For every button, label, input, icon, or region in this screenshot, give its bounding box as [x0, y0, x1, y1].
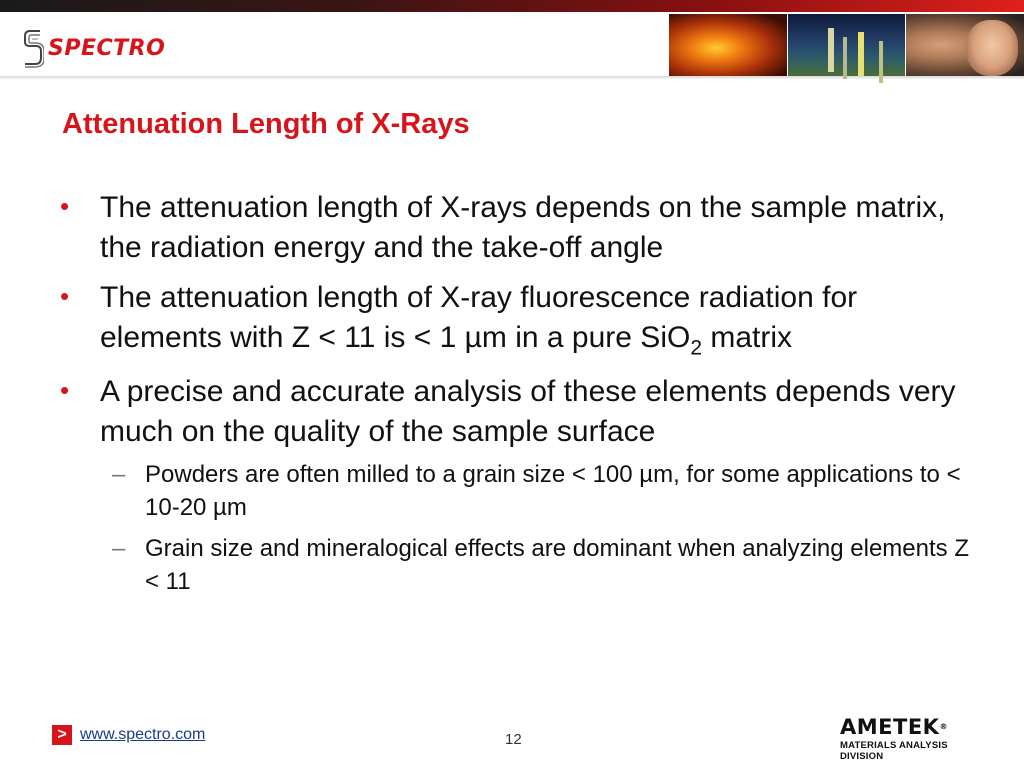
ametek-wordmark: [840, 716, 990, 738]
subscript-text: 2: [690, 336, 703, 360]
industrial-furnace-photo: [668, 14, 787, 76]
bullet-text-line2-tail: matrix: [702, 321, 793, 354]
division-label: MATERIALS ANALYSIS DIVISION: [840, 740, 948, 762]
bullet-text: The attenuation length of X-rays depends on the sample matrix, the radiation energy and the take-off angle: [100, 191, 946, 264]
dash-icon: –: [112, 535, 126, 562]
bullet-item: [56, 278, 986, 358]
bullet-dot-icon: •: [60, 191, 70, 221]
people-portrait-photo: [905, 14, 1024, 76]
header-photo-strip: [668, 14, 1024, 76]
ametek-name-text: AMETEK: [840, 715, 940, 739]
sub-bullet-text: Powders are often milled to a grain size < 100 µm, for some applications to < 10-20 µm: [145, 461, 961, 521]
header-divider: [0, 76, 1024, 79]
bullet-text-line1: The attenuation length of X-ray fluorescence radiation for: [100, 281, 858, 314]
sub-bullet-item: [100, 532, 986, 598]
logo-wordmark: SPECTRO: [48, 35, 166, 61]
bullet-text-line2: [100, 318, 986, 358]
bullet-dot-icon: •: [60, 281, 70, 311]
bullet-item: [56, 372, 986, 598]
website-link[interactable]: www.spectro.com: [80, 726, 206, 743]
spectro-logo: [22, 28, 165, 68]
spectro-logo-icon: [22, 28, 44, 68]
bullet-dot-icon: •: [60, 375, 70, 405]
bullet-text-line2-main: elements with Z < 11 is < 1 µm in a pure SiO: [100, 321, 691, 354]
sub-bullet-list: [100, 458, 986, 598]
bullet-list: [56, 188, 986, 606]
top-accent-bar: [0, 0, 1024, 12]
bullet-item: [56, 188, 986, 268]
refinery-night-photo: [787, 14, 906, 76]
dash-icon: –: [112, 461, 126, 488]
sub-bullet-item: [100, 458, 986, 524]
ametek-logo: [840, 716, 990, 762]
sub-bullet-text: Grain size and mineralogical effects are dominant when analyzing elements Z < 11: [145, 535, 969, 595]
registered-mark: ®: [939, 722, 948, 731]
slide-title: Attenuation Length of X-Rays: [62, 108, 470, 140]
footer-arrow-icon[interactable]: >: [52, 725, 72, 745]
bullet-text: A precise and accurate analysis of these elements depends very much on the quality of the sample surface: [100, 375, 956, 448]
page-number: 12: [505, 731, 522, 748]
